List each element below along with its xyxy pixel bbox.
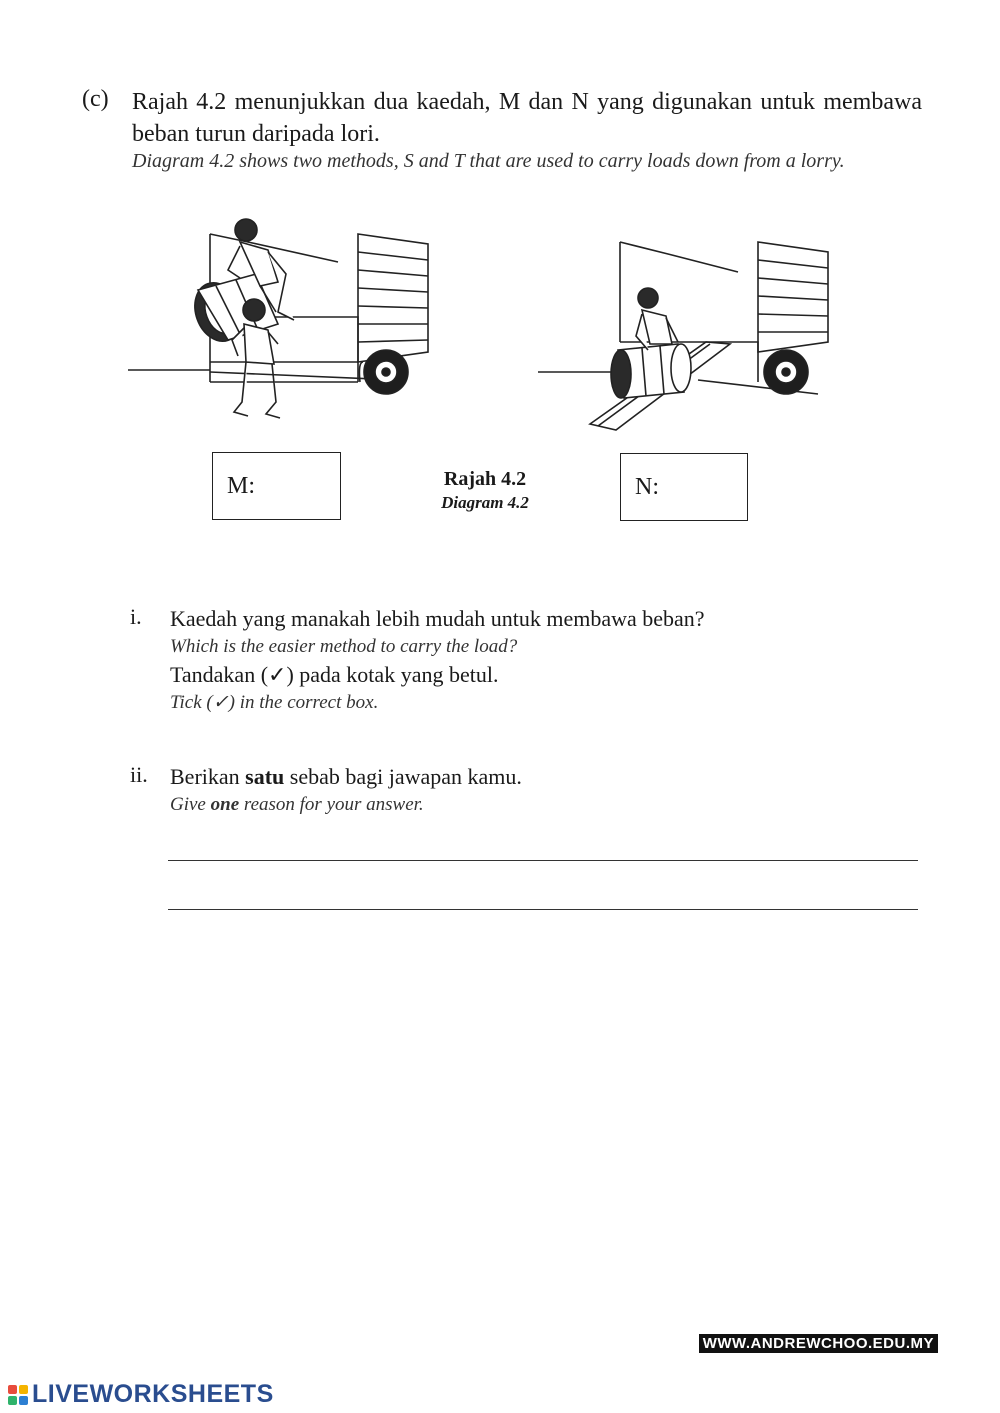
answer-box-n[interactable] [620,453,748,521]
answer-line-2[interactable] [168,909,918,910]
figure-caption-english: Diagram 4.2 [441,493,529,512]
question-label: (c) [82,86,109,112]
question-text-malay: Rajah 4.2 menunjukkan dua kaedah, M dan N yang digunakan untuk membawa beban turun daripada lori. [132,89,922,147]
method-n-illustration [538,232,838,437]
subquestion-i-instruction-malay: Tandakan (✓) pada kotak yang betul. [170,662,499,687]
website-watermark: WWW.ANDREWCHOO.EDU.MY [699,1334,938,1353]
logo-tile-icon [8,1396,17,1405]
subquestion-ii-text-malay-end: sebab bagi jawapan kamu. [284,764,522,789]
logo-tile-icon [19,1385,28,1394]
question-text-english: Diagram 4.2 shows two methods, S and T that are used to carry loads down from a lorry. [132,150,845,172]
brand-name: LIVEWORKSHEETS [32,1380,274,1408]
figure-caption [420,468,550,513]
subquestion-ii-text-malay-start: Berikan [170,764,246,789]
subquestion-ii-text-english [170,792,522,818]
answer-box-m-label: M: [227,473,256,499]
subquestion-i-text-english: Which is the easier method to carry the load? [170,636,518,657]
subquestion-i-instruction-english: Tick (✓) in the correct box. [170,692,379,713]
subquestion-i [170,604,705,716]
answer-box-n-label: N: [635,474,659,500]
subquestion-ii-label: ii. [130,762,148,787]
subquestion-ii-text-english-start: Give [170,794,211,815]
logo-tile-icon [8,1385,17,1394]
answer-box-m[interactable] [212,452,341,520]
subquestion-i-text-malay: Kaedah yang manakah lebih mudah untuk membawa beban? [170,606,705,631]
liveworksheets-logo-icon [8,1385,28,1405]
subquestion-i-label: i. [130,604,142,629]
subquestion-ii-text-malay-bold: satu [245,764,285,789]
subquestion-ii-text-english-bold: one [210,794,240,815]
liveworksheets-logo [8,1380,274,1409]
figure-caption-malay: Rajah 4.2 [443,468,527,490]
logo-tile-icon [19,1396,28,1405]
subquestion-ii [170,762,522,818]
subquestion-ii-text-malay [170,762,522,792]
subquestion-ii-text-english-end: reason for your answer. [239,794,424,815]
answer-line-1[interactable] [168,860,918,861]
method-m-illustration [128,212,438,437]
